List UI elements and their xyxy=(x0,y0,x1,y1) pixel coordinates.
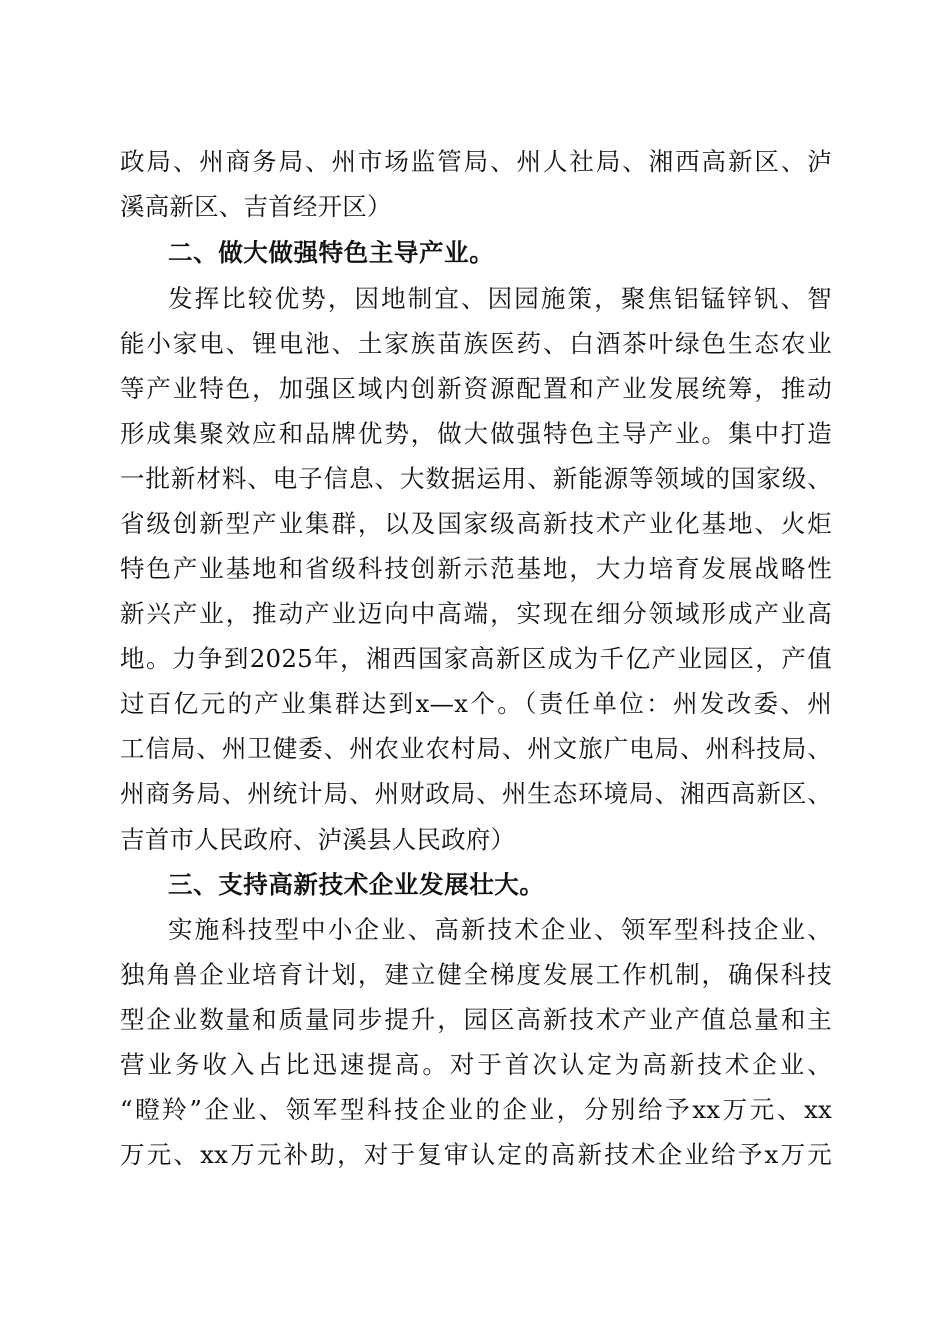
text-line: 溪高新区、吉首经开区） xyxy=(120,192,392,221)
text-line: 实施科技型中小企业、高新技术企业、领军型科技企业、 xyxy=(168,915,832,944)
text-line: 新兴产业，推动产业迈向中高端，实现在细分领域形成产业高 xyxy=(120,599,832,628)
text-line: 吉首市人民政府、泸溪县人民政府） xyxy=(120,825,516,854)
text-line: 工信局、州卫健委、州农业农村局、州文旅广电局、州科技局、 xyxy=(120,734,832,763)
text-line: 形成集聚效应和品牌优势，做大做强特色主导产业。集中打造 xyxy=(120,419,832,448)
text-line: 省级创新型产业集群，以及国家级高新技术产业化基地、火炬 xyxy=(120,509,832,538)
text-line: 独角兽企业培育计划，建立健全梯度发展工作机制，确保科技 xyxy=(120,960,832,989)
text-line: 过百亿元的产业集群达到x—x个。（责任单位：州发改委、州 xyxy=(120,689,832,718)
text-line: 发挥比较优势，因地制宜、因园施策，聚焦铝锰锌钒、智 xyxy=(168,284,832,313)
text-line: 政局、州商务局、州市场监管局、州人社局、湘西高新区、泸 xyxy=(120,147,832,176)
section-heading: 二、做大做强特色主导产业。 xyxy=(168,238,495,267)
text-line: 型企业数量和质量同步提升，园区高新技术产业产值总量和主 xyxy=(120,1005,832,1034)
section-heading: 三、支持高新技术企业发展壮大。 xyxy=(168,870,545,899)
text-line: 能小家电、锂电池、土家族苗族医药、白酒茶叶绿色生态农业 xyxy=(120,329,832,358)
text-line: 特色产业基地和省级科技创新示范基地，大力培育发展战略性 xyxy=(120,554,832,583)
text-line: 地。力争到2025年，湘西国家高新区成为千亿产业园区，产值 xyxy=(120,644,832,673)
text-line: 万元、xx万元补助，对于复审认定的高新技术企业给予x万元 xyxy=(120,1140,832,1169)
text-line: 州商务局、州统计局、州财政局、州生态环境局、湘西高新区、 xyxy=(120,779,832,808)
text-line: 营业务收入占比迅速提高。对于首次认定为高新技术企业、 xyxy=(120,1050,832,1079)
text-line: 一批新材料、电子信息、大数据运用、新能源等领域的国家级、 xyxy=(120,464,832,493)
text-line: “瞪羚”企业、领军型科技企业的企业，分别给予xx万元、xx xyxy=(120,1095,832,1124)
text-line: 等产业特色，加强区域内创新资源配置和产业发展统筹，推动 xyxy=(120,374,832,403)
